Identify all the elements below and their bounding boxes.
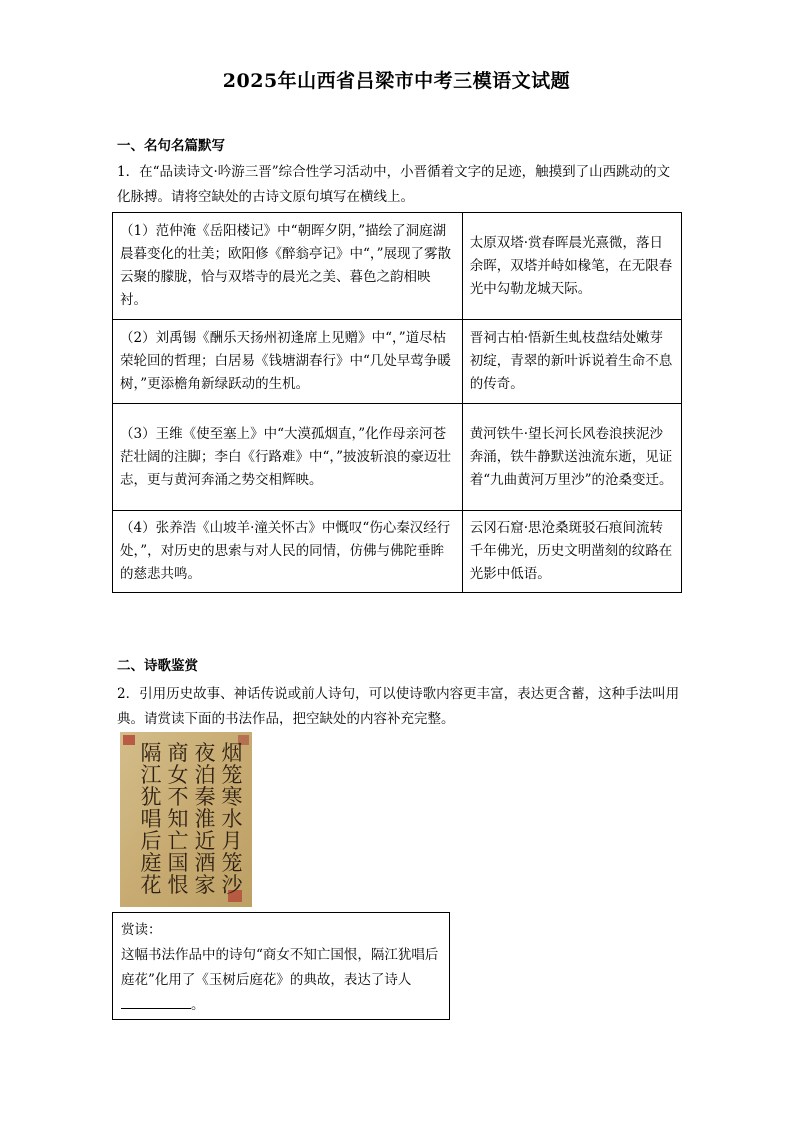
table-row [113, 320, 682, 404]
calligraphy-char: 亡 [167, 829, 189, 853]
calligraphy-char: 不 [167, 785, 189, 809]
table-cell-question: （1）范仲淹《岳阳楼记》中“朝晖夕阴，”描绘了洞庭湖晨暮变化的壮美；欧阳修《醉翁亭记》中“，”展现了雾散云聚的朦胧，恰与双塔寺的晨光之美、暮色之韵相映衬。 [113, 213, 463, 320]
question-2-text: 2．引用历史故事、神话传说或前人诗句，可以使诗歌内容更丰富，表达更含蓄，这种手法叫用典。请赏读下面的书法作品，把空缺处的内容补充完整。 [117, 686, 680, 727]
table-row [113, 404, 682, 511]
appreciation-text [121, 943, 441, 1018]
table-row [113, 213, 682, 320]
calligraphy-char: 商 [167, 741, 189, 765]
calligraphy-char: 淮 [194, 807, 216, 831]
table-cell-question: （3）王维《使至塞上》中“大漠孤烟直，”化作母亲河苍茫壮阔的注脚；李白《行路难》中“，”披波斩浪的豪迈壮志，更与黄河奔涌之势交相辉映。 [113, 404, 463, 511]
calligraphy-char: 江 [140, 763, 162, 787]
table-cell-scene: 太原双塔·赏春晖晨光熹微，落日余晖，双塔并峙如椽笔，在无限春光中勾勒龙城天际。 [462, 213, 681, 320]
calligraphy-char: 后 [140, 829, 162, 853]
table-cell-scene: 黄河铁牛·望长河长风卷浪挟泥沙奔涌，铁牛静默送浊流东逝，见证着“九曲黄河万里沙”的沧桑变迁。 [462, 404, 681, 511]
table-cell-scene: 云冈石窟·思沧桑斑驳石痕间流转千年佛光，历史文明凿刻的纹路在光影中低语。 [462, 511, 681, 593]
section-heading-1: 一、名句名篇默写 [117, 138, 225, 154]
calligraphy-char: 沙 [221, 873, 243, 897]
calligraphy-char: 唱 [140, 807, 162, 831]
calligraphy-char: 烟 [221, 741, 243, 765]
appreciation-label: 赏读： [121, 922, 162, 938]
answer-blank[interactable] [121, 994, 191, 1009]
calligraphy-char: 月 [221, 829, 243, 853]
section-heading-2: 二、诗歌鉴赏 [117, 658, 198, 674]
calligraphy-char: 花 [140, 873, 162, 897]
calligraphy-char: 笼 [221, 763, 243, 787]
calligraphy-image [120, 732, 252, 907]
calligraphy-char: 寒 [221, 785, 243, 809]
calligraphy-char: 酒 [194, 851, 216, 875]
calligraphy-char: 泊 [194, 763, 216, 787]
table-row [113, 511, 682, 593]
appreciation-box [112, 912, 450, 1020]
calligraphy-char: 水 [221, 807, 243, 831]
calligraphy-char: 近 [194, 829, 216, 853]
table-cell-question: （4）张养浩《山坡羊·潼关怀古》中慨叹“伤心秦汉经行处，”，对历史的思索与对人民的同情，仿佛与佛陀垂眸的慈悲共鸣。 [113, 511, 463, 593]
calligraphy-char: 笼 [221, 851, 243, 875]
calligraphy-char: 秦 [194, 785, 216, 809]
calligraphy-char: 家 [194, 873, 216, 897]
seal-stamp [123, 735, 135, 745]
appreciation-body: 这幅书法作品中的诗句“商女不知亡国恨，隔江犹唱后庭花”化用了《玉树后庭花》的典故，表达了诗人 [121, 947, 439, 988]
calligraphy-char: 隔 [140, 741, 162, 765]
calligraphy-char: 知 [167, 807, 189, 831]
table-cell-question: （2）刘禹锡《酬乐天扬州初逢席上见赠》中“，”道尽枯荣轮回的哲理；白居易《钱塘湖春行》中“几处早莺争暖树，”更添檐角新绿跃动的生机。 [113, 320, 463, 404]
calligraphy-char: 女 [167, 763, 189, 787]
calligraphy-char: 庭 [140, 851, 162, 875]
page-title: 2025年山西省吕梁市中考三模语文试题 [222, 70, 571, 92]
question-1-text: 1．在“品读诗文·吟游三晋”综合性学习活动中，小晋循着文字的足迹，触摸到了山西跳动的文化脉搏。请将空缺处的古诗文原句填写在横线上。 [117, 164, 671, 205]
calligraphy-char: 国 [167, 851, 189, 875]
calligraphy-char: 恨 [167, 873, 189, 897]
calligraphy-char: 夜 [194, 741, 216, 765]
calligraphy-char: 犹 [140, 785, 162, 809]
table-cell-scene: 晋祠古柏·悟新生虬枝盘结处嫩芽初绽，青翠的新叶诉说着生命不息的传奇。 [462, 320, 681, 404]
appreciation-end: 。 [191, 997, 205, 1013]
calligraphy-artwork [120, 732, 252, 907]
poem-table [112, 212, 682, 593]
